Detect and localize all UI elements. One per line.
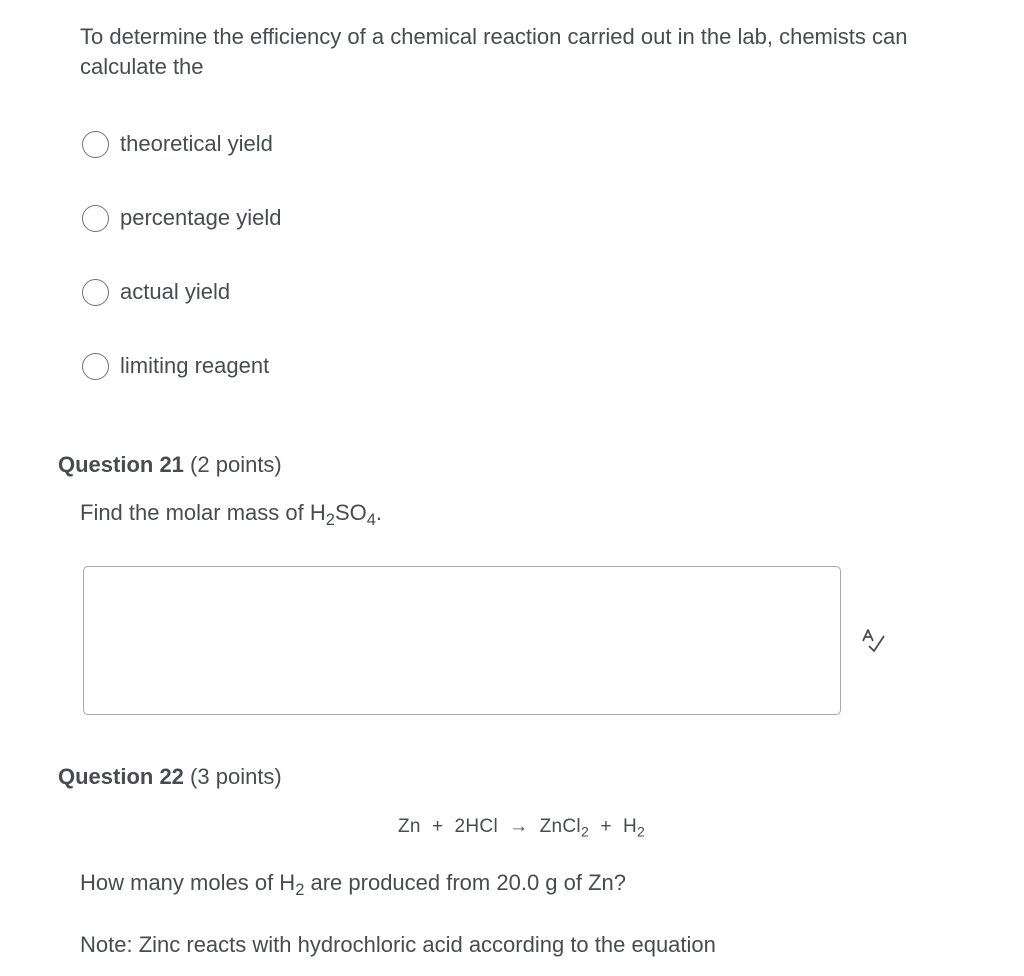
question-20-prompt: To determine the efficiency of a chemical reaction carried out in the lab, chemists can calculate the (80, 24, 908, 79)
question-title: Question 21 (58, 452, 184, 477)
q21-text-mid: SO (334, 500, 367, 525)
answer-textarea[interactable] (83, 566, 841, 715)
option-percentage-yield[interactable] (82, 202, 281, 234)
question-21-header (58, 452, 282, 478)
chemical-equation (398, 816, 645, 840)
option-label: theoretical yield (120, 131, 273, 156)
option-label: actual yield (120, 279, 231, 304)
radio-button[interactable] (82, 279, 109, 306)
eq-plus: + (431, 816, 444, 837)
eq-arrow-icon: → (509, 816, 529, 837)
q21-sub1: 2 (325, 510, 335, 529)
question-21-text (80, 500, 382, 530)
eq-plus: + (600, 816, 612, 837)
eq-h-sub: 2 (636, 824, 646, 841)
option-label: limiting reagent (120, 353, 270, 378)
question-points: (2 points) (190, 452, 282, 477)
q21-text-after: . (375, 500, 383, 525)
option-limiting-reagent[interactable] (82, 350, 269, 382)
eq-zncl-sub: 2 (580, 824, 590, 841)
eq-hcl: 2HCl (454, 816, 498, 837)
eq-zn: Zn (398, 816, 421, 837)
spellcheck-icon[interactable] (860, 628, 886, 652)
question-22-header (58, 764, 282, 790)
option-actual-yield[interactable] (82, 276, 230, 308)
q21-text-before: Find the molar mass of H (80, 500, 326, 525)
question-title: Question 22 (58, 764, 184, 789)
eq-zncl: ZnCl (539, 816, 581, 837)
radio-button[interactable] (82, 353, 109, 380)
eq-h: H (622, 816, 637, 837)
q22-text-before: How many moles of H (80, 870, 296, 895)
question-points: (3 points) (190, 764, 282, 789)
option-label: percentage yield (120, 205, 282, 230)
question-22-note: Note: Zinc reacts with hydrochloric acid according to the equation (80, 932, 716, 957)
q21-sub2: 4 (366, 510, 376, 529)
q22-text-sub: 2 (295, 880, 305, 899)
radio-button[interactable] (82, 205, 109, 232)
question-22-text (80, 870, 626, 900)
radio-button[interactable] (82, 131, 109, 158)
q22-text-after: are produced from 20.0 g of Zn? (304, 870, 627, 895)
option-theoretical-yield[interactable] (82, 128, 273, 160)
